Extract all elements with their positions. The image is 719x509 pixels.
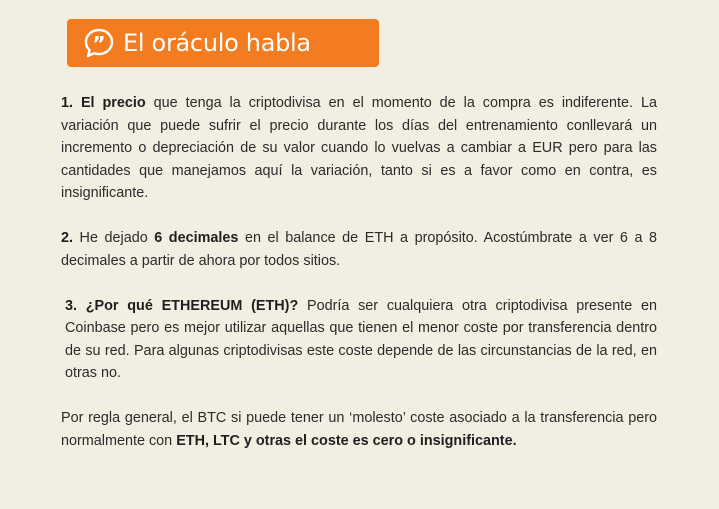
paragraph-decimals xyxy=(61,227,657,272)
paragraph-btc-cost xyxy=(61,407,657,452)
decimals-number: 2. xyxy=(61,230,74,246)
decimals-text-a: He dejado xyxy=(73,230,155,246)
btc-cost-text: Por regla general, el BTC si puede tener un ‘molesto’ coste asociado a la transferencia pero normalmente con xyxy=(61,410,657,449)
decimals-bold: 6 decimales xyxy=(154,230,239,246)
btc-cost-bold: ETH, LTC y otras el coste es cero o insignificante. xyxy=(176,432,517,449)
oracle-banner xyxy=(67,19,379,67)
oracle-content xyxy=(61,92,657,475)
speech-bubble-quote-icon xyxy=(83,27,115,59)
paragraph-price xyxy=(61,92,657,205)
ethereum-text: Podría ser cualquiera otra criptodivisa presente en Coinbase pero es mejor utilizar aquellas que tienen el menor coste por transferencia dentro de su red. Para algunas criptodivisas este coste depende de las circunstancias de la red, en otras no. xyxy=(65,297,657,381)
price-text: que tenga la criptodivisa en el momento de la compra es indiferente. La variación que puede sufrir el precio durante los días del entrenamiento conllevará un incremento o depreciación de su valor cuando lo vuelvas a cambiar a EUR pero para las cantidades que manejamos aquí la variación, tanto si es a favor como en contra, es insignificante. xyxy=(61,95,657,201)
banner-title: El oráculo habla xyxy=(123,29,311,57)
svg-text:”: ” xyxy=(92,32,106,56)
decimals-text-b: en el balance de ETH a propósito. Acostúmbrate a ver 6 a 8 decimales a partir de ahora por todos sitios. xyxy=(61,230,658,269)
paragraph-ethereum xyxy=(61,295,657,385)
price-heading: 1. El precio xyxy=(61,95,146,111)
ethereum-heading: 3. ¿Por qué ETHEREUM (ETH)? xyxy=(65,297,299,314)
